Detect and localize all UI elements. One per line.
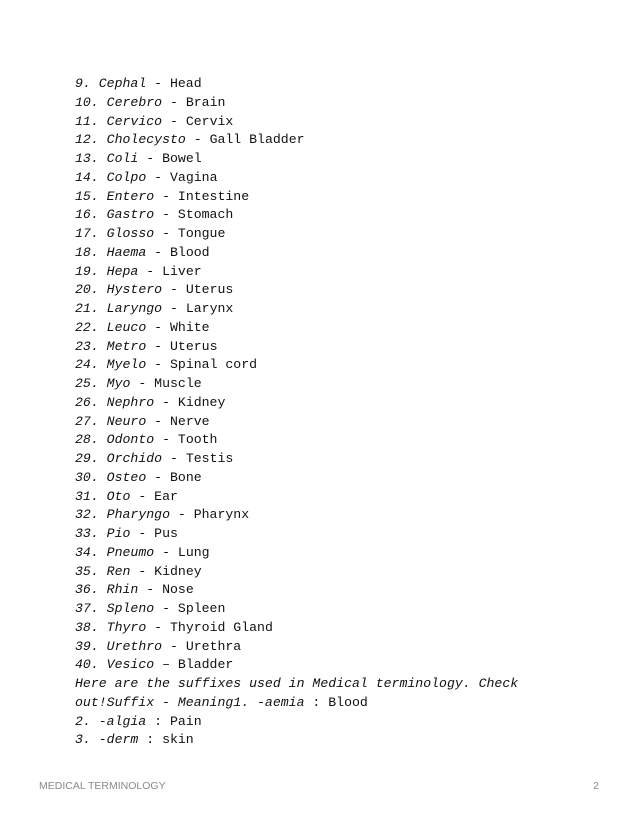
term-separator: - <box>154 188 178 204</box>
term-separator: - <box>162 638 186 654</box>
term-item <box>75 188 615 207</box>
term-separator: - <box>130 488 155 504</box>
term-item <box>75 431 615 450</box>
term-separator: - <box>130 563 155 579</box>
term-root: Pio <box>106 526 131 541</box>
suffix-intro-line-2 <box>75 694 615 713</box>
term-item <box>75 169 615 188</box>
suffix-term: 2. -algia <box>75 713 147 729</box>
term-separator: - <box>130 376 155 391</box>
term-meaning: Bladder <box>177 657 234 673</box>
term-root: Oto <box>106 488 131 504</box>
term-meaning: Testis <box>185 451 234 466</box>
term-number: 14. <box>75 169 99 185</box>
term-item <box>75 319 615 338</box>
page-footer <box>39 780 599 794</box>
term-root: Myo <box>106 376 131 391</box>
suffix-item <box>75 713 615 732</box>
term-root: Odonto <box>106 432 155 448</box>
term-item <box>75 563 615 582</box>
term-separator: - <box>146 469 170 485</box>
term-meaning: Pharynx <box>193 507 250 523</box>
term-number: 10. <box>75 94 99 110</box>
term-item <box>75 263 615 282</box>
term-meaning: Lung <box>177 544 210 560</box>
term-root: Myelo <box>106 357 147 373</box>
term-separator: - <box>130 526 155 541</box>
term-separator: - <box>146 169 170 185</box>
term-meaning: Brain <box>185 94 226 110</box>
suffix-meaning: skin <box>162 732 194 748</box>
term-number: 19. <box>75 263 99 279</box>
term-number: 24. <box>75 357 99 373</box>
term-number: 35. <box>75 563 99 579</box>
term-separator: - <box>162 94 186 110</box>
term-meaning: Spinal cord <box>170 357 258 373</box>
term-separator: - <box>162 451 186 466</box>
term-separator: - <box>169 507 194 523</box>
term-root: Ren <box>106 563 131 579</box>
term-item <box>75 150 615 169</box>
term-root: Entero <box>106 188 155 204</box>
term-root: Glosso <box>106 226 155 241</box>
term-number: 18. <box>75 244 99 260</box>
term-number: 25. <box>75 376 99 391</box>
term-number: 30. <box>75 469 99 485</box>
term-number: 39. <box>75 638 99 654</box>
term-item <box>75 94 615 113</box>
term-separator: - <box>154 601 178 616</box>
term-separator: - <box>146 413 170 429</box>
term-root: Nephro <box>106 394 155 410</box>
term-meaning: Tongue <box>177 226 226 241</box>
term-root: Neuro <box>106 413 147 429</box>
term-root: Gastro <box>106 207 155 223</box>
term-root: Cholecysto <box>106 132 186 148</box>
term-root: Hepa <box>106 263 139 279</box>
term-item <box>75 113 615 132</box>
term-number: 16. <box>75 207 99 223</box>
term-root: Laryngo <box>106 301 163 316</box>
term-number: 20. <box>75 282 99 298</box>
term-separator: – <box>154 657 178 673</box>
term-meaning: Muscle <box>154 376 202 391</box>
term-number: 34. <box>75 544 99 560</box>
suffix-separator: : <box>304 694 329 710</box>
term-root: Cerebro <box>106 94 163 110</box>
term-root: Coli <box>106 151 139 166</box>
term-separator: - <box>146 357 170 373</box>
term-item <box>75 244 615 263</box>
term-root: Urethro <box>106 638 163 654</box>
term-number: 13. <box>75 151 99 166</box>
term-meaning: Gall Bladder <box>209 132 305 148</box>
term-item <box>75 75 615 94</box>
term-root: Vesico <box>106 657 155 673</box>
term-separator: - <box>162 301 186 316</box>
term-item <box>75 544 615 563</box>
term-meaning: Pus <box>154 526 178 541</box>
term-meaning: Head <box>169 76 202 91</box>
suffix-intro-line-1: Here are the suffixes used in Medical terminology. Check <box>75 676 519 691</box>
term-separator: - <box>138 582 163 598</box>
term-item <box>75 469 615 488</box>
document-body <box>75 75 615 750</box>
term-list <box>75 75 615 675</box>
term-item <box>75 225 615 244</box>
term-number: 29. <box>75 451 99 466</box>
term-meaning: Bowel <box>162 151 202 166</box>
term-root: Pneumo <box>106 544 155 560</box>
term-separator: - <box>138 151 163 166</box>
term-number: 27. <box>75 413 99 429</box>
term-separator: - <box>154 432 178 448</box>
term-item <box>75 394 615 413</box>
term-meaning: Blood <box>170 244 210 260</box>
term-item <box>75 338 615 357</box>
footer-title: MEDICAL TERMINOLOGY <box>39 780 166 792</box>
term-separator: - <box>146 244 170 260</box>
term-number: 26. <box>75 394 99 410</box>
term-separator: - <box>154 394 178 410</box>
term-item <box>75 656 615 675</box>
term-root: Haema <box>106 244 147 260</box>
term-meaning: Tooth <box>177 432 218 448</box>
term-number: 9. <box>75 76 91 91</box>
term-number: 22. <box>75 319 99 335</box>
term-separator: - <box>146 319 170 335</box>
term-number: 31. <box>75 488 99 504</box>
term-number: 23. <box>75 338 99 354</box>
term-meaning: Kidney <box>177 394 226 410</box>
term-item <box>75 525 615 544</box>
term-item <box>75 450 615 469</box>
suffix-separator: : <box>138 732 163 748</box>
term-root: Leuco <box>106 319 147 335</box>
term-meaning: Larynx <box>185 301 234 316</box>
term-item <box>75 488 615 507</box>
term-meaning: Intestine <box>177 188 250 204</box>
term-meaning: Nerve <box>170 413 210 429</box>
term-number: 12. <box>75 132 99 148</box>
term-separator: - <box>162 282 186 298</box>
term-meaning: Ear <box>154 488 178 504</box>
term-item <box>75 356 615 375</box>
term-root: Osteo <box>106 469 147 485</box>
term-number: 36. <box>75 582 99 598</box>
term-meaning: Thyroid Gland <box>170 619 273 635</box>
suffix-item <box>75 731 615 750</box>
term-meaning: White <box>170 319 210 335</box>
suffix-separator: : <box>146 713 170 729</box>
suffix-meaning: Pain <box>169 713 202 729</box>
term-number: 38. <box>75 619 99 635</box>
term-separator: - <box>154 226 178 241</box>
term-meaning: Vagina <box>170 169 218 185</box>
term-meaning: Uterus <box>170 338 218 354</box>
term-meaning: Urethra <box>185 638 242 654</box>
term-meaning: Spleen <box>177 601 226 616</box>
term-item <box>75 375 615 394</box>
term-meaning: Bone <box>170 469 202 485</box>
term-meaning: Stomach <box>177 207 234 223</box>
term-item <box>75 581 615 600</box>
term-item <box>75 619 615 638</box>
term-separator: - <box>146 619 170 635</box>
term-separator: - <box>185 132 210 148</box>
page-number: 2 <box>593 780 599 792</box>
term-meaning: Nose <box>162 582 194 598</box>
term-number: 40. <box>75 657 99 673</box>
term-item <box>75 413 615 432</box>
term-root: Pharyngo <box>106 507 170 523</box>
term-separator: - <box>146 338 170 354</box>
term-root: Cephal <box>98 76 147 91</box>
term-root: Colpo <box>106 169 147 185</box>
term-number: 33. <box>75 526 99 541</box>
suffix-term: 3. -derm <box>75 732 139 748</box>
term-meaning: Cervix <box>185 113 234 129</box>
term-separator: - <box>154 207 178 223</box>
term-number: 21. <box>75 301 99 316</box>
term-separator: - <box>162 113 186 129</box>
term-separator: - <box>154 544 178 560</box>
suffix-intro-text: out!Suffix - Meaning1. -aemia <box>75 694 305 710</box>
term-root: Metro <box>106 338 147 354</box>
term-number: 37. <box>75 601 99 616</box>
term-number: 32. <box>75 507 99 523</box>
term-item <box>75 300 615 319</box>
term-number: 11. <box>75 113 99 129</box>
term-item <box>75 600 615 619</box>
term-root: Orchido <box>106 451 163 466</box>
term-meaning: Kidney <box>154 563 202 579</box>
term-item <box>75 638 615 657</box>
term-number: 28. <box>75 432 99 448</box>
term-number: 15. <box>75 188 99 204</box>
term-item <box>75 281 615 300</box>
term-root: Spleno <box>106 601 155 616</box>
term-root: Thyro <box>106 619 147 635</box>
term-separator: - <box>146 76 170 91</box>
suffix-meaning: Blood <box>328 694 368 710</box>
term-root: Hystero <box>106 282 163 298</box>
term-root: Rhin <box>106 582 139 598</box>
term-root: Cervico <box>106 113 163 129</box>
term-meaning: Liver <box>162 263 202 279</box>
term-item <box>75 206 615 225</box>
term-number: 17. <box>75 226 99 241</box>
term-meaning: Uterus <box>185 282 234 298</box>
term-item <box>75 506 615 525</box>
term-separator: - <box>138 263 163 279</box>
term-item <box>75 131 615 150</box>
